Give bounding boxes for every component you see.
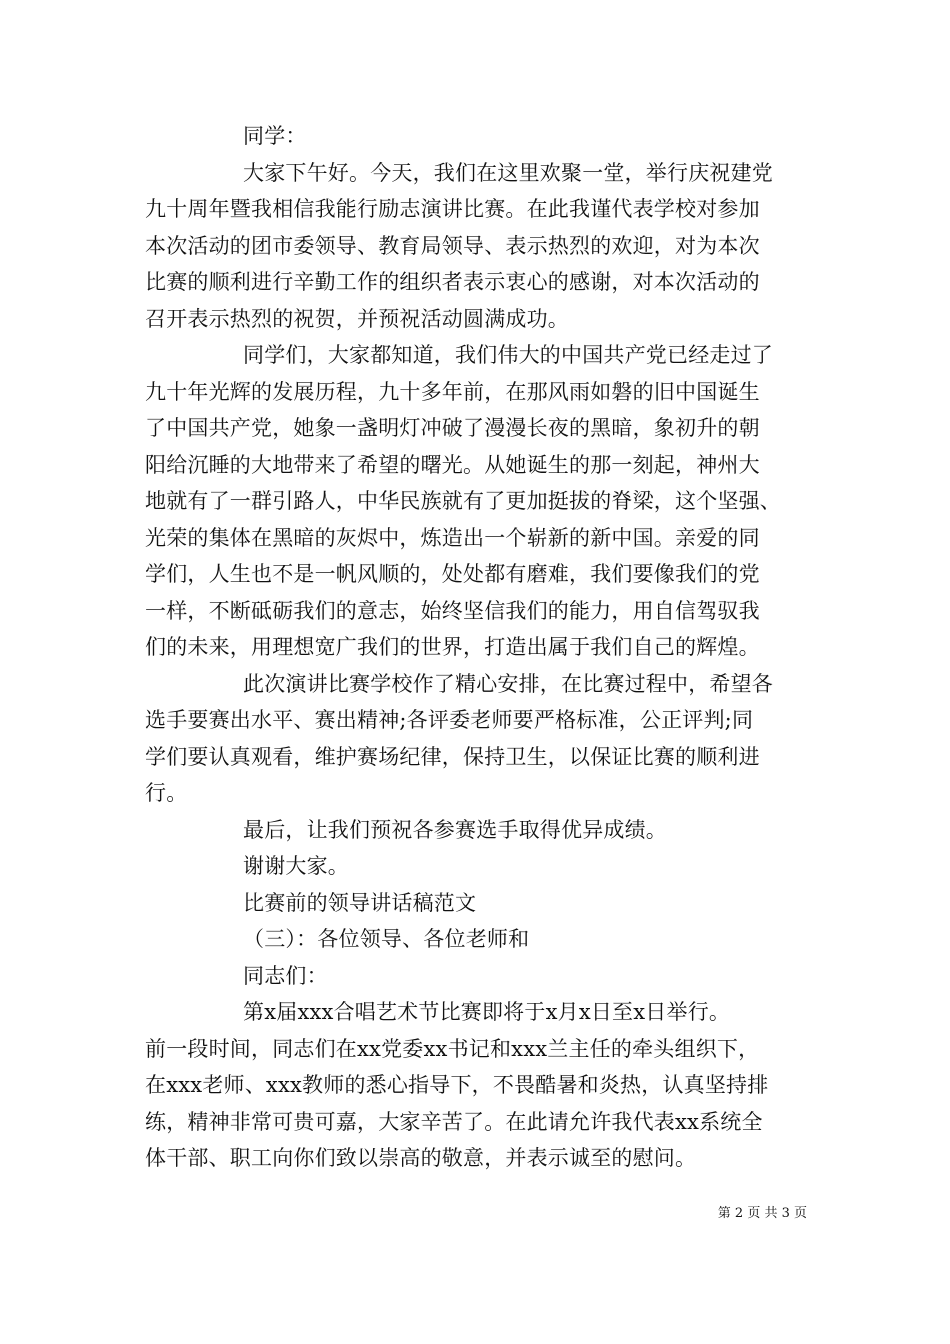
text-line: 体干部、职工向你们致以崇高的敬意，并表示诚至的慰问。 bbox=[145, 1146, 697, 1170]
text-line: （三）：各位领导、各位老师和 bbox=[243, 927, 530, 951]
text-line: 比赛前的领导讲话稿范文 bbox=[243, 890, 477, 915]
text-line: 谢谢大家。 bbox=[243, 854, 349, 878]
text-line: 行。 bbox=[145, 781, 188, 805]
text-line: 同学： bbox=[243, 124, 307, 148]
text-line: 一样，不断砥砺我们的意志，始终坚信我们的能力，用自信驾驭我 bbox=[145, 598, 760, 623]
text-line: 召开表示热烈的祝贺，并预祝活动圆满成功。 bbox=[145, 306, 569, 331]
document-body bbox=[145, 118, 805, 1177]
text-line: 最后，让我们预祝各参赛选手取得优异成绩。 bbox=[243, 817, 667, 842]
text-line: 同志们： bbox=[243, 963, 328, 988]
text-line: 本次活动的团市委领导、教育局领导、表示热烈的欢迎，对为本次 bbox=[145, 233, 760, 258]
text-line: 学们要认真观看，维护赛场纪律，保持卫生，以保证比赛的顺利进 bbox=[145, 744, 760, 769]
page-number: 第 2 页 共 3 页 bbox=[717, 1206, 807, 1221]
text-line: 光荣的集体在黑暗的灰烬中，炼造出一个崭新的新中国。亲爱的同 bbox=[145, 525, 760, 550]
text-line: 比赛的顺利进行辛勤工作的组织者表示衷心的感谢，对本次活动的 bbox=[145, 270, 760, 294]
text-line: 阳给沉睡的大地带来了希望的曙光。从她诞生的那一刻起，神州大 bbox=[145, 452, 760, 477]
text-line: 此次演讲比赛学校作了精心安排，在比赛过程中，希望各 bbox=[243, 671, 773, 696]
text-line: 九十周年暨我相信我能行励志演讲比赛。在此我谨代表学校对参加 bbox=[145, 197, 760, 221]
text-line: 了中国共产党，她象一盏明灯冲破了漫漫长夜的黑暗，象初升的朝 bbox=[145, 416, 760, 440]
text-line: 练，精神非常可贵可嘉，大家辛苦了。在此请允许我代表xx系统全 bbox=[145, 1109, 763, 1134]
text-line: 大家下午好。今天，我们在这里欢聚一堂，举行庆祝建党 bbox=[243, 160, 773, 185]
text-line: 前一段时间，同志们在xx党委xx书记和xxx兰主任的牵头组织下， bbox=[145, 1036, 760, 1061]
text-line: 第x届xxx合唱艺术节比赛即将于x月x日至x日举行。 bbox=[243, 1000, 731, 1024]
text-line: 同学们，大家都知道，我们伟大的中国共产党已经走过了 bbox=[243, 343, 773, 367]
text-line: 们的未来，用理想宽广我们的世界，打造出属于我们自己的辉煌。 bbox=[145, 635, 760, 659]
text-line: 在xxx老师、xxx教师的悉心指导下，不畏酷暑和炎热，认真坚持排 bbox=[145, 1073, 769, 1097]
text-line: 选手要赛出水平、赛出精神;各评委老师要严格标准，公正评判;同 bbox=[145, 708, 754, 732]
text-line: 学们，人生也不是一帆风顺的，处处都有磨难，我们要像我们的党 bbox=[145, 562, 760, 586]
text-line: 地就有了一群引路人，中华民族就有了更加挺拔的脊梁，这个坚强、 bbox=[145, 489, 781, 513]
text-line: 九十年光辉的发展历程，九十多年前，在那风雨如磐的旧中国诞生 bbox=[145, 379, 760, 404]
